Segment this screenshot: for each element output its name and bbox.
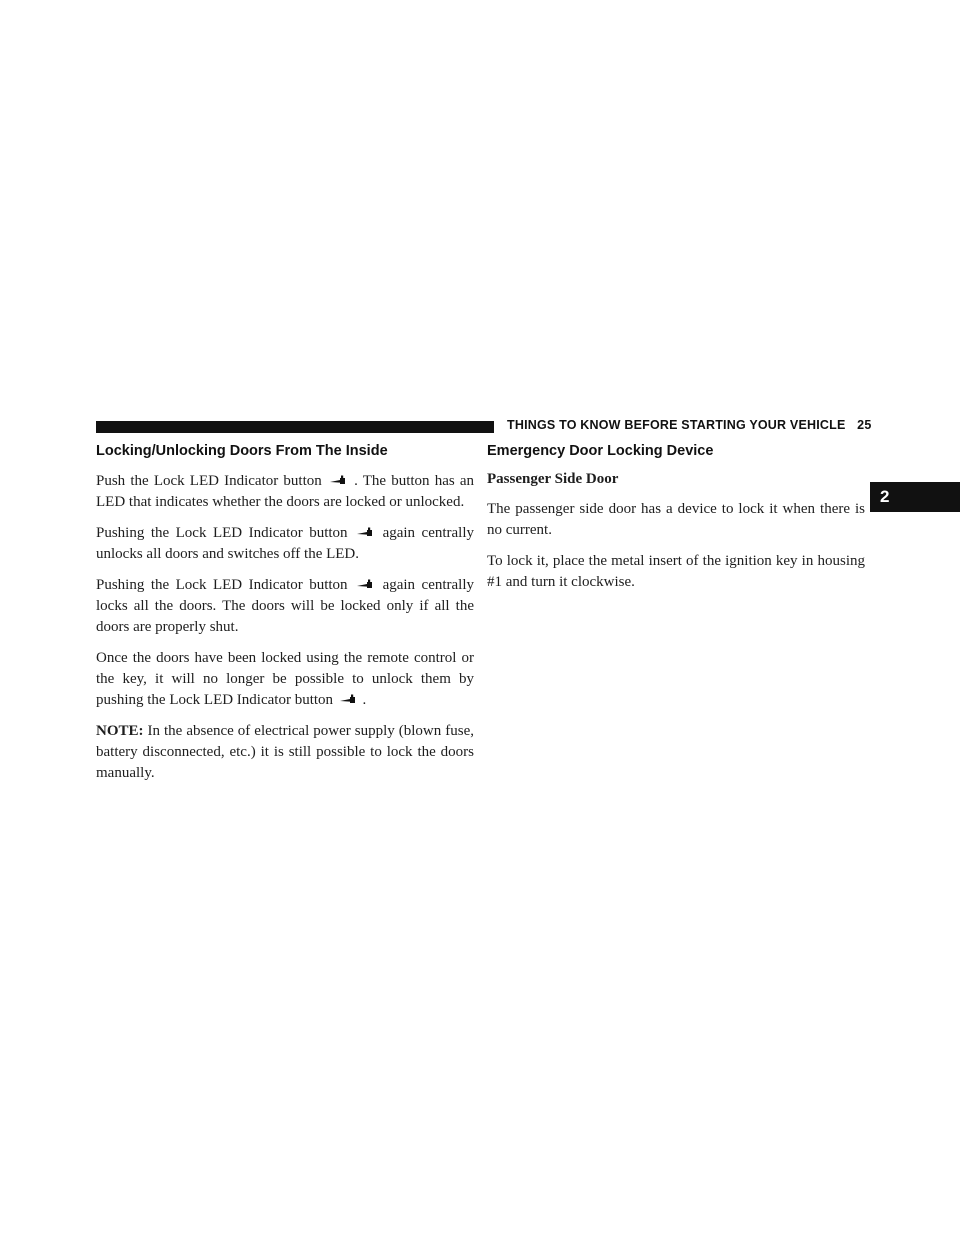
paragraph-1-text-b: . The button has an LED that indicates whether the doors are locked or unlocked.	[96, 473, 475, 510]
subheading-passenger-door: Passenger Side Door	[487, 471, 619, 487]
note-paragraph	[96, 721, 474, 784]
right-paragraph-2: To lock it, place the metal insert of the ignition key in housing #1 and turn it clockwise.	[487, 553, 865, 590]
note-text: In the absence of electrical power supply (blown fuse, battery disconnected, etc.) it is still possible to lock the doors manually.	[96, 723, 474, 781]
note-label: NOTE:	[96, 723, 144, 739]
door-lock-icon	[356, 526, 374, 538]
paragraph-2-text-a: Pushing the Lock LED Indicator button	[96, 525, 348, 541]
paragraph-2	[96, 523, 474, 565]
paragraph-4	[96, 648, 474, 711]
paragraph-4-text-b: .	[362, 692, 367, 708]
paragraph-3-text-a: Pushing the Lock LED Indicator button	[96, 577, 348, 593]
page-number: 25	[857, 418, 872, 432]
door-lock-icon	[356, 578, 374, 590]
header-rule	[96, 421, 494, 433]
right-column	[487, 440, 865, 603]
paragraph-4-text-a: Once the doors have been locked using the remote control or the key, it will no longer be possible to unlock them by pushing the Lock LED Indicator button	[96, 650, 474, 708]
paragraph-1-text-a: Push the Lock LED Indicator button	[96, 473, 322, 489]
section-heading-emergency: Emergency Door Locking Device	[487, 443, 714, 459]
paragraph-3-text-b: again centrally locks all the doors. The doors will be locked only if all the doors are properly shut.	[96, 577, 475, 635]
running-header	[507, 418, 871, 432]
chapter-number: 2	[880, 487, 890, 506]
door-lock-icon	[329, 474, 347, 486]
paragraph-1	[96, 471, 474, 513]
right-paragraph-1: The passenger side door has a device to lock it when there is no current.	[487, 501, 865, 538]
chapter-tab	[870, 482, 960, 512]
door-lock-icon	[339, 693, 357, 705]
left-column	[96, 440, 474, 794]
paragraph-3	[96, 575, 474, 638]
paragraph-2-text-b: again centrally unlocks all doors and switches off the LED.	[96, 525, 475, 562]
section-title: THINGS TO KNOW BEFORE STARTING YOUR VEHICLE	[507, 418, 846, 432]
section-heading-locking: Locking/Unlocking Doors From The Inside	[96, 443, 388, 459]
